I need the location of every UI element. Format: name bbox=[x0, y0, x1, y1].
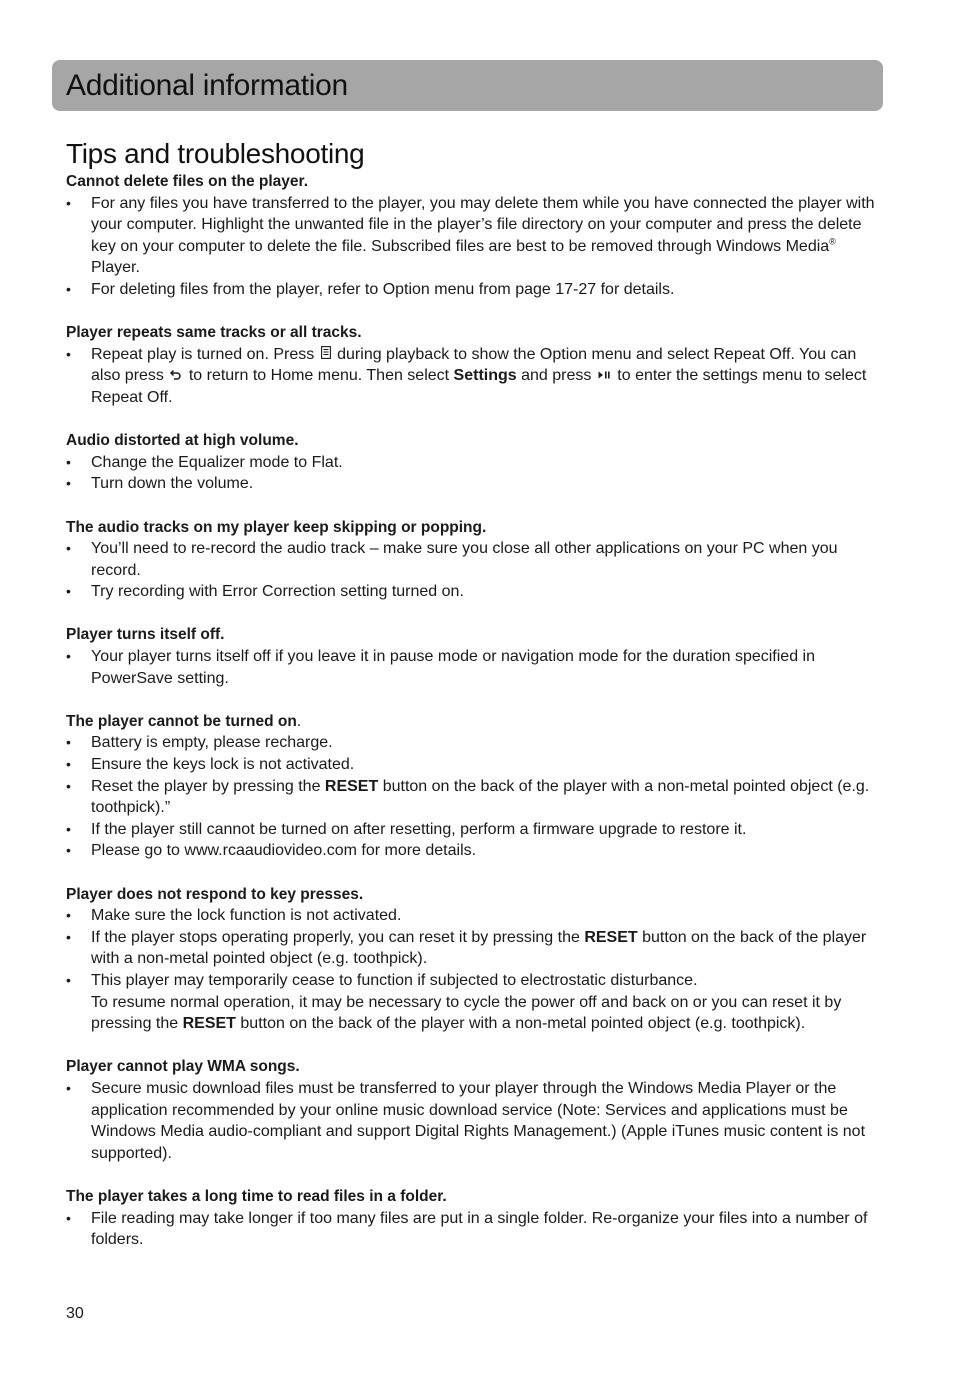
item-text: File reading may take longer if too many files are put in a single folder. Re-organize your files into a number of folders. bbox=[91, 1209, 868, 1249]
list-item bbox=[66, 344, 878, 409]
item-continuation bbox=[91, 992, 878, 1035]
back-arrow-icon bbox=[170, 365, 182, 387]
bullet-list bbox=[66, 344, 878, 409]
section-title-text: The player cannot be turned on bbox=[66, 712, 297, 730]
item-text: button on the back of the player with a non-metal pointed object (e.g. toothpick). bbox=[235, 1015, 806, 1033]
item-text: Player. bbox=[91, 259, 140, 277]
item-text: Turn down the volume. bbox=[91, 475, 254, 493]
section-slow-folder-read bbox=[66, 1186, 878, 1251]
item-text: If the player still cannot be turned on after resetting, perform a firmware upgrade to restore it. bbox=[91, 820, 747, 838]
bullet-list bbox=[66, 538, 878, 603]
header-title: Additional information bbox=[66, 69, 348, 102]
item-text: Please go to www.rcaaudiovideo.com for more details. bbox=[91, 842, 477, 860]
section-title: Audio distorted at high volume. bbox=[66, 432, 299, 450]
section-title: Player cannot play WMA songs. bbox=[66, 1058, 300, 1076]
list-item bbox=[66, 646, 878, 689]
bullet-dot: • bbox=[66, 842, 71, 859]
item-text: Make sure the lock function is not activated. bbox=[91, 907, 402, 925]
section-title: The player takes a long time to read files in a folder. bbox=[66, 1187, 447, 1205]
bullet-dot: • bbox=[66, 345, 71, 362]
list-item bbox=[66, 581, 878, 603]
section-cannot-play-wma bbox=[66, 1056, 878, 1164]
section-turns-itself-off bbox=[66, 624, 878, 689]
bullet-dot: • bbox=[66, 453, 71, 470]
item-text: during playback to show the Option menu and select Repeat Off. You can also press bbox=[91, 345, 857, 385]
bullet-dot: • bbox=[66, 1209, 71, 1226]
list-item bbox=[66, 1208, 878, 1251]
bullet-dot: • bbox=[66, 1079, 71, 1096]
item-bold-text: RESET bbox=[182, 1015, 236, 1033]
list-item bbox=[66, 754, 878, 776]
item-text: button on the back of the player with a non-metal pointed object (e.g. toothpick).” bbox=[91, 777, 870, 817]
item-text: To resume normal operation, it may be necessary to cycle the power off and back on or you can reset it by pressing the bbox=[91, 993, 842, 1033]
section-header-bar bbox=[52, 60, 883, 111]
list-item bbox=[66, 279, 878, 301]
option-menu-icon bbox=[321, 344, 331, 366]
list-item bbox=[66, 819, 878, 841]
item-text: Repeat play is turned on. Press bbox=[91, 345, 319, 363]
item-text: For any files you have transferred to the player, you may delete them while you have connected the player with your computer. Highlight the unwanted file in the player’s file directory on your computer and press the delete key on your computer to delete the file. Subscribed files are best to be removed through Windows Media bbox=[91, 194, 875, 255]
bullet-dot: • bbox=[66, 648, 71, 665]
bullet-dot: • bbox=[66, 820, 71, 837]
list-item bbox=[66, 732, 878, 754]
section-title: Player repeats same tracks or all tracks. bbox=[66, 324, 362, 342]
bullet-dot: • bbox=[66, 280, 71, 297]
item-text: Your player turns itself off if you leave it in pause mode or navigation mode for the duration specified in PowerSave setting. bbox=[91, 648, 815, 687]
bullet-dot: • bbox=[66, 928, 71, 945]
bullet-dot: • bbox=[66, 777, 71, 794]
section-title: Cannot delete files on the player. bbox=[66, 173, 309, 190]
item-text: Ensure the keys lock is not activated. bbox=[91, 756, 355, 774]
bullet-dot: • bbox=[66, 734, 71, 751]
bullet-list bbox=[66, 1208, 878, 1251]
bullet-dot: • bbox=[66, 540, 71, 557]
section-title: Player turns itself off. bbox=[66, 626, 225, 644]
item-bold-text: RESET bbox=[324, 777, 379, 795]
bullet-dot: • bbox=[66, 756, 71, 773]
bullet-dot: • bbox=[66, 475, 71, 492]
item-text: and press bbox=[516, 367, 596, 385]
list-item bbox=[66, 927, 878, 970]
section-player-repeats bbox=[66, 322, 878, 408]
section-cannot-turn-on bbox=[66, 711, 878, 862]
bullet-list bbox=[66, 732, 878, 862]
play-pause-icon bbox=[598, 365, 611, 387]
bullet-list bbox=[66, 452, 878, 495]
item-text: You’ll need to re-record the audio track – make sure you close all other applications on your PC when you record. bbox=[91, 540, 838, 579]
item-text: button on the back of the player with a non-metal pointed object (e.g. toothpick). bbox=[91, 928, 867, 968]
list-item bbox=[66, 452, 878, 474]
section-title bbox=[66, 711, 878, 733]
item-text: This player may temporarily cease to function if subjected to electrostatic disturbance. bbox=[91, 971, 698, 989]
bullet-dot: • bbox=[66, 971, 71, 988]
item-text: to return to Home menu. Then select bbox=[184, 367, 454, 385]
bullet-dot: • bbox=[66, 194, 71, 211]
item-text: If the player stops operating properly, you can reset it by pressing the bbox=[91, 928, 585, 946]
section-title-suffix: . bbox=[296, 712, 302, 730]
item-text: Secure music download files must be transferred to your player through the Windows Media Player or the application recommended by your online music download service (Note: Services and applications must be Windows Media audio-compliant and support Digital Rights Management.) (Apple iTunes music content is not supported). bbox=[91, 1079, 866, 1162]
section-cannot-delete-files bbox=[66, 171, 878, 301]
page-title: Tips and troubleshooting bbox=[66, 138, 365, 169]
bullet-list bbox=[66, 193, 878, 301]
list-item bbox=[66, 840, 878, 862]
item-text: For deleting files from the player, refer to Option menu from page 17-27 for details. bbox=[91, 280, 675, 298]
bullet-list bbox=[66, 646, 878, 689]
main-content bbox=[66, 137, 878, 1272]
section-audio-distorted bbox=[66, 430, 878, 495]
list-item bbox=[66, 473, 878, 495]
registered-mark: ® bbox=[829, 236, 836, 247]
section-no-key-response bbox=[66, 884, 878, 1035]
bullet-list bbox=[66, 905, 878, 1035]
section-title: The audio tracks on my player keep skipping or popping. bbox=[66, 518, 487, 536]
item-bold-text: Settings bbox=[453, 367, 517, 385]
item-text: Reset the player by pressing the bbox=[91, 777, 325, 795]
item-bold-text: RESET bbox=[584, 928, 638, 946]
item-text: Change the Equalizer mode to Flat. bbox=[91, 453, 343, 471]
bullet-dot: • bbox=[66, 907, 71, 924]
list-item bbox=[66, 193, 878, 279]
list-item bbox=[66, 970, 878, 1035]
section-title: Player does not respond to key presses. bbox=[66, 885, 364, 903]
page-number: 30 bbox=[66, 1305, 84, 1322]
list-item bbox=[66, 776, 878, 819]
list-item bbox=[66, 538, 878, 581]
item-text: Try recording with Error Correction setting turned on. bbox=[91, 583, 464, 601]
list-item bbox=[66, 1078, 878, 1164]
item-text: Battery is empty, please recharge. bbox=[91, 734, 333, 752]
section-tracks-skipping bbox=[66, 517, 878, 603]
bullet-list bbox=[66, 1078, 878, 1164]
item-text: to enter the settings menu to select Repeat Off. bbox=[91, 367, 867, 406]
list-item bbox=[66, 905, 878, 927]
bullet-dot: • bbox=[66, 583, 71, 600]
